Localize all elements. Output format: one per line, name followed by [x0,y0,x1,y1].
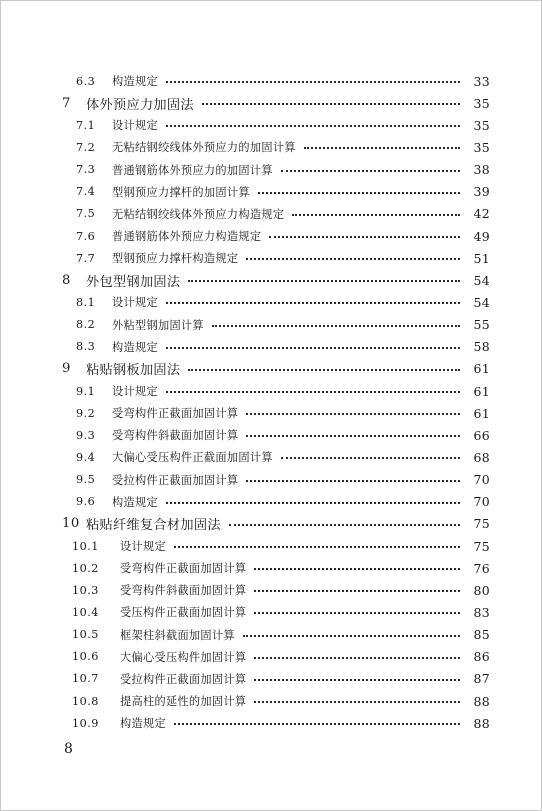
toc-entry-title: 设计规定 [120,540,166,554]
toc-entry-title: 受拉构件正截面加固计算 [112,473,239,487]
toc-entry-page: 85 [473,627,490,643]
dot-leader [292,209,460,219]
toc-entry-label [120,693,468,709]
dot-leader [202,98,460,108]
toc-entry-label [112,339,468,355]
toc-entry-title: 大偏心受压构件正截面加固计算 [112,451,273,465]
toc-entry-number: 10 [62,516,80,532]
toc-entry-title: 设计规定 [112,296,158,310]
toc-entry-number: 7.2 [76,140,96,154]
dot-leader [254,652,460,662]
toc-entry-page: 68 [473,449,490,465]
toc-entry-number: 10.9 [72,716,99,730]
toc-section-row[interactable] [0,424,542,446]
toc-section-row[interactable] [0,668,542,690]
toc-entry-number: 8.2 [76,318,96,332]
toc-entry-number: 10.6 [72,650,99,664]
toc-entry-page: 87 [473,671,490,687]
toc-entry-page: 42 [473,206,490,222]
toc-entry-label [112,139,468,155]
toc-section-row[interactable] [0,402,542,424]
toc-entry-page: 58 [473,339,490,355]
toc-entry-number: 9.6 [76,495,96,509]
dot-leader [254,585,460,595]
dot-leader [166,342,460,352]
dot-leader [166,497,460,507]
toc-entry-page: 35 [473,117,490,133]
toc-entry-page: 70 [473,472,490,488]
toc-section-row[interactable] [0,314,542,336]
toc-entry-number: 7.6 [76,229,96,243]
dot-leader [254,674,460,684]
toc-entry-page: 39 [473,184,490,200]
toc-section-row[interactable] [0,336,542,358]
toc-entry-page: 54 [473,272,490,288]
toc-entry-page: 70 [473,494,490,510]
toc-chapter-row[interactable] [0,513,542,535]
toc-entry-page: 66 [473,427,490,443]
toc-entry-title: 受弯构件正截面加固计算 [112,407,239,421]
toc-entry-number: 8 [62,272,71,288]
toc-entry-page: 75 [473,538,490,554]
toc-entry-page: 83 [473,604,490,620]
toc-entry-label [112,317,468,333]
dot-leader [269,231,460,241]
toc-entry-page: 86 [473,649,490,665]
toc-entry-number: 9.3 [76,428,96,442]
toc-entry-page: 61 [473,383,490,399]
toc-section-row[interactable] [0,114,542,136]
dot-leader [246,430,460,440]
toc-entry-label [112,294,468,310]
toc-entry-label [120,604,468,620]
toc-entry-title: 无粘结钢绞线体外预应力的加固计算 [112,141,296,155]
toc-entry-title: 普通钢筋体外预应力的加固计算 [112,163,273,177]
toc-entry-label [112,250,468,266]
dot-leader [281,452,460,462]
toc-entry-number: 8.3 [76,340,96,354]
toc-entry-number: 9.4 [76,450,96,464]
toc-entry-page: 51 [473,250,490,266]
dot-leader [258,187,460,197]
toc-entry-label [112,117,468,133]
toc-entry-title: 粘贴纤维复合材加固法 [86,518,221,534]
toc-entry-label [120,582,468,598]
dot-leader [188,364,460,374]
toc-entry-number: 10.2 [72,561,99,575]
dot-leader [166,76,460,86]
toc-entry-label [120,538,468,554]
toc-entry-label [112,73,468,89]
toc-entry-page: 88 [473,715,490,731]
toc-entry-number: 7.5 [76,207,96,221]
toc-entry-title: 粘贴钢板加固法 [86,363,181,379]
page-number: 8 [64,741,73,757]
toc-entry-page: 35 [473,139,490,155]
toc-entry-number: 9.1 [76,384,96,398]
toc-entry-number: 9.5 [76,473,96,487]
toc-section-row[interactable] [0,469,542,491]
dot-leader [229,519,460,529]
toc-entry-number: 9 [62,361,71,377]
toc-entry-title: 无粘结钢绞线体外预应力构造规定 [112,207,285,221]
toc-entry-page: 61 [473,361,490,377]
toc-entry-page: 75 [473,516,490,532]
toc-section-row[interactable] [0,380,542,402]
toc-entry-label [120,560,468,576]
toc-section-row[interactable] [0,203,542,225]
toc-entry-title: 型钢预应力撑杆构造规定 [112,252,239,266]
toc-entry-label [112,405,468,421]
toc-section-row[interactable] [0,579,542,601]
toc-entry-number: 10.8 [72,694,99,708]
toc-entry-title: 设计规定 [112,385,158,399]
toc-entry-title: 外包型钢加固法 [86,274,181,290]
toc-entry-page: 54 [473,294,490,310]
toc-entry-title: 大偏心受压构件加固计算 [120,650,247,664]
toc-entry-label [86,271,468,290]
toc-entry-number: 10.1 [72,539,99,553]
toc-section-row[interactable] [0,136,542,158]
toc-entry-number: 7.4 [76,185,96,199]
dot-leader [174,541,460,551]
toc-entry-label [112,206,468,222]
toc-entry-title: 受弯构件斜截面加固计算 [120,584,247,598]
dot-leader [254,696,460,706]
toc-entry-title: 构造规定 [120,717,166,731]
toc-entry-page: 35 [473,95,490,111]
toc-entry-label [112,184,468,200]
toc-entry-label [112,383,468,399]
toc-entry-page: 38 [473,162,490,178]
toc-entry-number: 7.7 [76,251,96,265]
toc-entry-label [120,627,468,643]
table-of-contents [0,70,542,734]
toc-entry-label [112,162,468,178]
toc-entry-title: 设计规定 [112,119,158,133]
toc-entry-label [112,472,468,488]
toc-section-row[interactable] [0,446,542,468]
toc-entry-page: 49 [473,228,490,244]
toc-entry-label [86,514,468,533]
toc-entry-label [86,94,468,113]
toc-chapter-row[interactable] [0,92,542,114]
toc-section-row[interactable] [0,535,542,557]
toc-chapter-row[interactable] [0,358,542,380]
toc-section-row[interactable] [0,690,542,712]
toc-entry-title: 受压构件正截面加固计算 [120,606,247,620]
dot-leader [304,142,460,152]
toc-entry-page: 88 [473,693,490,709]
toc-entry-label [112,494,468,510]
dot-leader [254,563,460,573]
toc-section-row[interactable] [0,159,542,181]
dot-leader [254,607,460,617]
toc-entry-title: 外粘型钢加固计算 [112,318,204,332]
toc-entry-title: 受弯构件斜截面加固计算 [112,429,239,443]
toc-entry-label [86,359,468,378]
dot-leader [281,165,460,175]
toc-entry-title: 构造规定 [112,75,158,89]
dot-leader [166,297,460,307]
dot-leader [246,475,460,485]
toc-entry-title: 普通钢筋体外预应力构造规定 [112,230,262,244]
toc-section-row[interactable] [0,247,542,269]
toc-entry-title: 受拉构件正截面加固计算 [120,672,247,686]
dot-leader [246,253,460,263]
toc-entry-title: 型钢预应力撑杆的加固计算 [112,185,250,199]
toc-entry-number: 10.5 [72,628,99,642]
toc-entry-number: 7.1 [76,118,96,132]
toc-section-row[interactable] [0,557,542,579]
dot-leader [243,630,460,640]
toc-entry-label [120,671,468,687]
toc-entry-number: 10.7 [72,672,99,686]
dot-leader [246,408,460,418]
toc-entry-page: 33 [473,73,490,89]
toc-section-row[interactable] [0,712,542,734]
toc-entry-title: 提高柱的延性的加固计算 [120,695,247,708]
toc-entry-title: 框架柱斜截面加固计算 [120,628,235,642]
toc-section-row[interactable] [0,624,542,646]
toc-entry-page: 61 [473,405,490,421]
toc-entry-title: 构造规定 [112,495,158,509]
toc-entry-number: 7 [62,95,71,111]
toc-entry-number: 9.2 [76,406,96,420]
dot-leader [188,275,460,285]
toc-entry-page: 55 [473,317,490,333]
toc-section-row[interactable] [0,491,542,513]
toc-section-row[interactable] [0,181,542,203]
toc-entry-title: 构造规定 [112,340,158,354]
toc-section-row[interactable] [0,291,542,313]
toc-section-row[interactable] [0,601,542,623]
toc-entry-title: 受弯构件正截面加固计算 [120,562,247,576]
toc-entry-page: 76 [473,560,490,576]
toc-entry-page: 80 [473,582,490,598]
dot-leader [212,320,460,330]
toc-entry-label [112,228,468,244]
toc-chapter-row[interactable] [0,269,542,291]
toc-entry-number: 7.3 [76,163,96,177]
toc-entry-number: 10.4 [72,605,99,619]
dot-leader [166,120,460,130]
toc-entry-title: 体外预应力加固法 [86,97,194,113]
toc-entry-label [120,715,468,731]
toc-entry-label [112,449,468,465]
toc-section-row[interactable] [0,70,542,92]
toc-entry-number: 8.1 [76,295,96,309]
toc-entry-number: 6.3 [76,74,96,88]
dot-leader [174,718,460,728]
toc-section-row[interactable] [0,646,542,668]
toc-section-row[interactable] [0,225,542,247]
toc-entry-label [112,427,468,443]
dot-leader [166,386,460,396]
toc-entry-number: 10.3 [72,583,99,597]
toc-entry-label [120,649,468,665]
